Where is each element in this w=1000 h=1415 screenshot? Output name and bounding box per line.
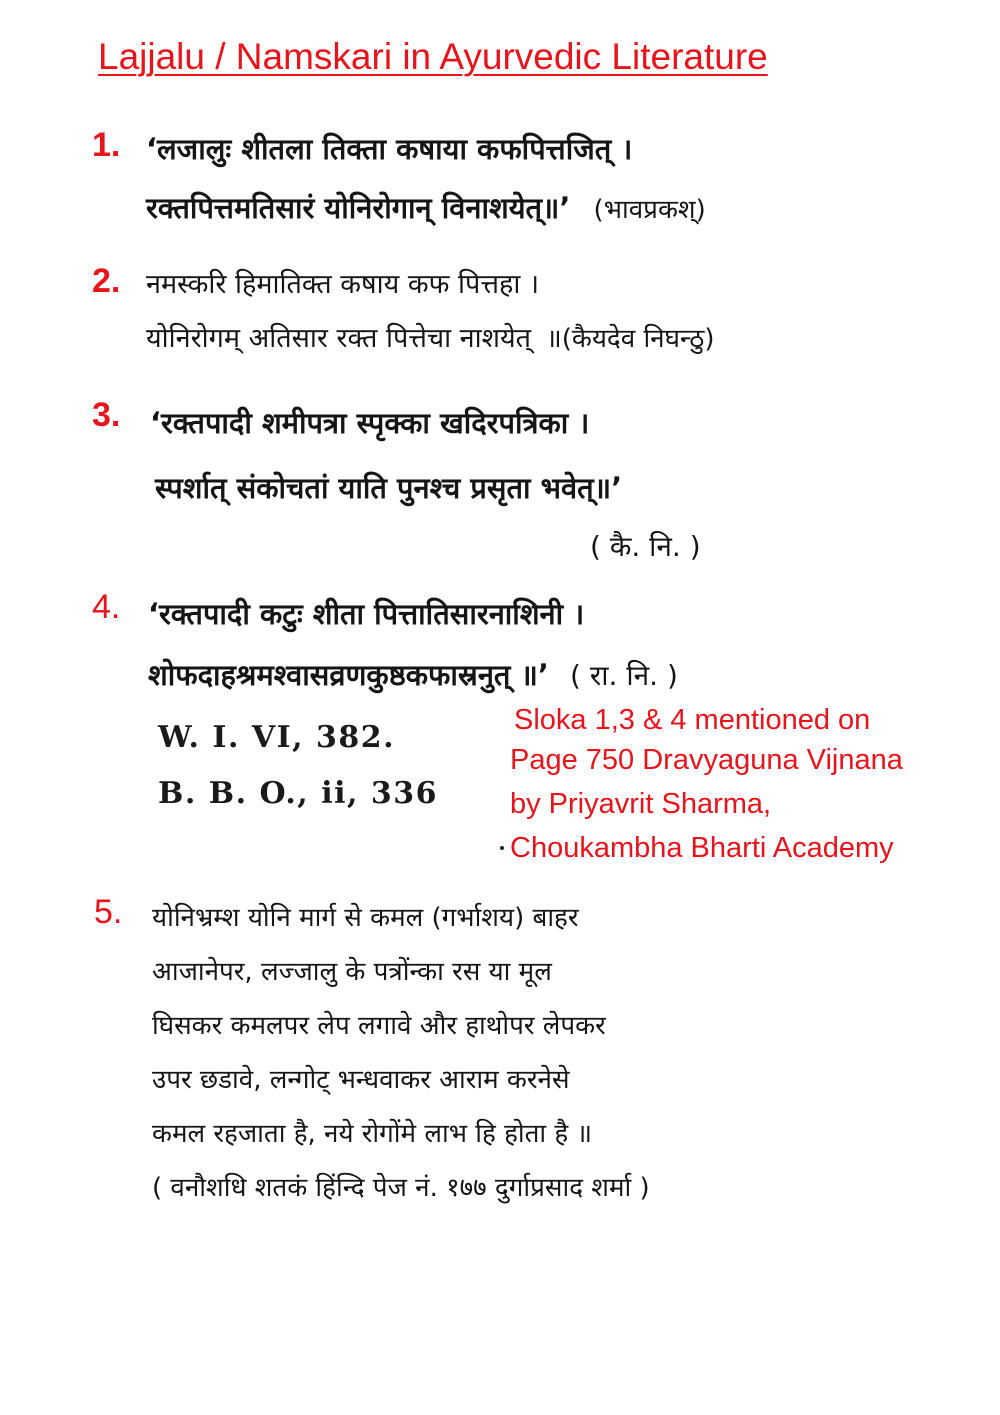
item-4-line-2-row (148, 655, 678, 694)
item-2-line-2: योनिरोगम् अतिसार रक्त पित्तेचा नाशयेत् (146, 323, 532, 354)
item-1-line-1: ‘लजालुः शीतला तिक्ता कषाया कफपित्तजित् । (146, 132, 633, 166)
item-5-line-2: आजानेपर, लज्जालु के पत्रोंन्का रस या मूल (152, 957, 552, 987)
reference-1: W. I. VI, 382. (158, 720, 396, 755)
item-1-line-2-row (146, 188, 706, 227)
item-1-line-2: रक्तपित्तमतिसारं योनिरोगान् विनाशयेत्॥’ (146, 191, 571, 225)
item-2-line-1: नमस्करि हिमातिक्त कषाय कफ पित्तहा । (146, 269, 540, 300)
note-line-1: Sloka 1,3 & 4 mentioned on (514, 704, 871, 736)
item-2-line-2-row (146, 318, 715, 355)
item-3-line-1: ‘रक्तपादी शमीपत्रा स्पृक्का खदिरपत्रिका । (150, 406, 590, 440)
item-number-3: 3. (92, 396, 121, 434)
item-5-line-3: घिसकर कमलपर लेप लगावे और हाथोपर लेपकर (152, 1011, 606, 1041)
item-2-source: ॥(कैयदेव निघन्ठु) (546, 324, 715, 354)
note-line-4: Choukambha Bharti Academy (510, 832, 894, 864)
item-number-4: 4. (92, 588, 121, 626)
item-5-line-4: उपर छडावे, लन्गोट् भन्धवाकर आराम करनेसे (152, 1065, 570, 1095)
item-number-5: 5. (94, 893, 123, 931)
item-4-line-1: ‘रक्तपादी कटुः शीता पित्तातिसारनाशिनी । (148, 597, 585, 631)
item-3-source: ( कै. नि. ) (590, 530, 701, 563)
item-5-line-1: योनिभ्रम्श योनि मार्ग से कमल (गर्भाशय) बाहर (152, 903, 579, 933)
item-1-source: (भावप्रकश्) (593, 195, 706, 225)
reference-2: B. B. O., ii, 336 (158, 776, 439, 811)
note-line-2: Page 750 Dravyaguna Vijnana (510, 744, 903, 776)
item-3-line-2: स्पर्शात् संकोचतां याति पुनश्च प्रसृता भवेत्॥’ (155, 471, 623, 505)
item-4-line-2: शोफदाहश्रमश्वासव्रणकुष्ठकफास्रनुत् ॥’ (148, 658, 549, 692)
item-number-1: 1. (92, 126, 121, 164)
item-4-source: ( रा. नि. ) (570, 659, 678, 692)
item-5-line-5: कमल रहजाता है, नये रोगोंमे लाभ हि होता है ॥ (152, 1119, 593, 1149)
item-5-line-6: ( वनौशधि शतकं हिंन्दि पेज नं. १७७ दुर्गाप्रसाद शर्मा ) (152, 1173, 650, 1203)
stray-dot (500, 846, 504, 850)
item-number-2: 2. (92, 262, 121, 300)
page-title: Lajjalu / Namskari in Ayurvedic Literature (98, 36, 768, 77)
note-line-3: by Priyavrit Sharma, (510, 788, 772, 820)
